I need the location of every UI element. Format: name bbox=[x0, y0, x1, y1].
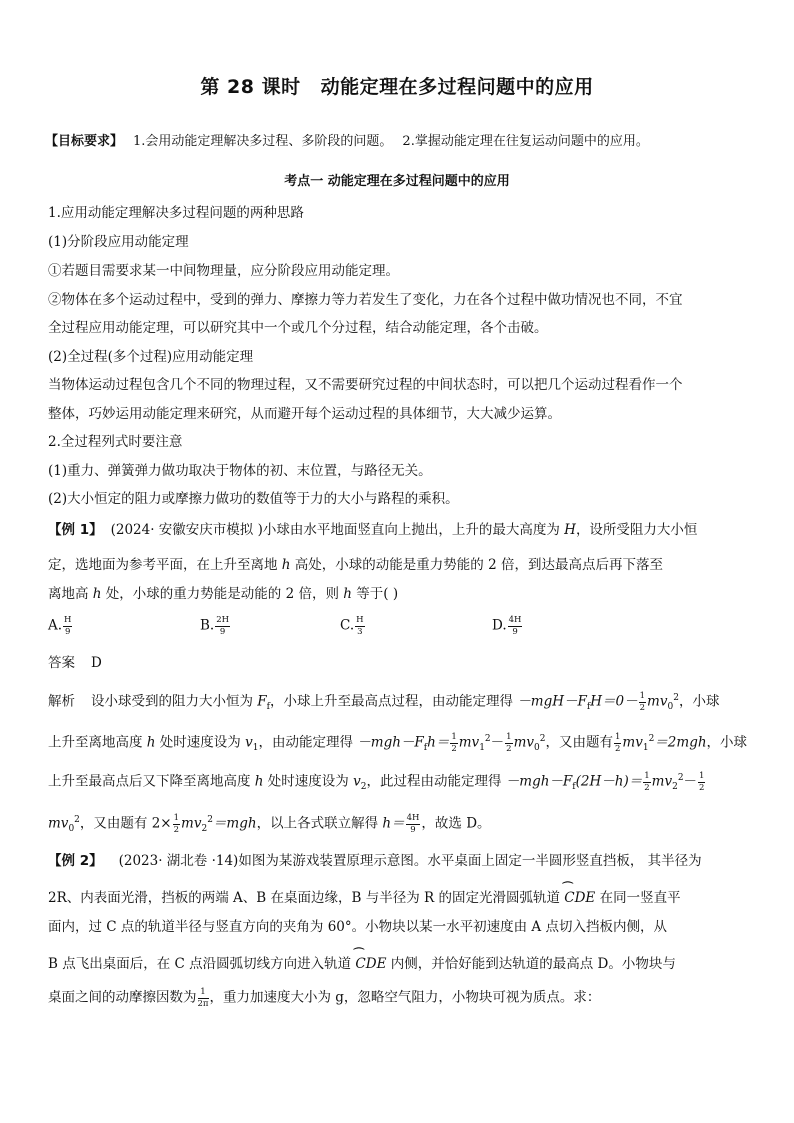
analysis-line-3: 上升至最高点后又下降至离地高度 h 处时速度设为 $v_2$，此过程由动能定理得 $-mgh-F_f(2H-h)=$ $\frac{1}{2}$ $mv_2^2-$ $\frac{1}{2}$ bbox=[48, 771, 705, 793]
para-line: (2)全过程(多个过程)应用动能定理 bbox=[48, 349, 254, 365]
example-2-line-2: 2R、内表面光滑，挡板的两端 A、B 在桌面边缘，B 与半径为 R 的固定光滑圆弧轨道 ⌒ CDE 在同一竖直平 bbox=[48, 881, 681, 906]
example-1-line-1: 【例 1】 (2024· 安徽安庆市模拟 )小球由水平地面竖直向上抛出，上升的最大高度为 H，设所受阻力大小恒 bbox=[48, 522, 698, 538]
answer-choices bbox=[48, 616, 748, 640]
lesson-number: 第 28 课时 bbox=[200, 76, 301, 98]
goal-1: 1.会用动能定理解决多过程、多阶段的问题。 bbox=[133, 134, 393, 149]
arc-cde: ⌒ CDE bbox=[562, 881, 596, 906]
choice-c: C. $\frac{H}{3}$ bbox=[340, 615, 364, 637]
choice-b: B. $\frac{2H}{9}$ bbox=[200, 615, 230, 637]
choice-d: D. $\frac{4H}{9}$ bbox=[492, 615, 522, 637]
para-line: ②物体在多个运动过程中，受到的弹力、摩擦力等力若发生了变化，力在各个过程中做功情况也不同，不宜 bbox=[48, 292, 683, 308]
page-title bbox=[0, 72, 794, 99]
example-2-line-1: 【例 2】 (2023· 湖北卷 ·14)如图为某游戏装置原理示意图。水平桌面上固定一半圆形竖直挡板， 其半径为 bbox=[48, 853, 702, 869]
para-line: 整体，巧妙运用动能定理来研究，从而避开每个运动过程的具体细节，大大减少运算。 bbox=[48, 406, 561, 422]
choice-a: A. $\frac{H}{9}$ bbox=[48, 615, 72, 637]
analysis-line-1: 解析 设小球受到的阻力大小恒为 $F_f$，小球上升至最高点过程，由动能定理得 $-mgH-F_fH=0-$ $\frac{1}{2}$ $mv_0^2$，小球 bbox=[48, 691, 720, 713]
answer-line: 答案 D bbox=[48, 655, 102, 671]
example-1-line-2: 定，选地面为参考平面，在上升至离地 h 高处，小球的动能是重力势能的 2 倍，到达最高点后再下落至 bbox=[48, 557, 663, 573]
answer-value: D bbox=[91, 655, 102, 671]
para-line: ①若题目需要求某一中间物理量，应分阶段应用动能定理。 bbox=[48, 263, 399, 279]
analysis-line-4: $mv_0^2$，又由题有 2× $\frac{1}{2}$ $mv_2^2=mgh$，以上各式联立解得 h＝ $\frac{4H}{9}$ ，故选 D。 bbox=[48, 813, 491, 835]
para-line: 全过程应用动能定理，可以研究其中一个或几个分过程，结合动能定理，各个击破。 bbox=[48, 320, 548, 336]
para-line: 1.应用动能定理解决多过程问题的两种思路 bbox=[48, 205, 304, 221]
para-line: 当物体运动过程包含几个不同的物理过程，又不需要研究过程的中间状态时，可以把几个运动过程看作一个 bbox=[48, 377, 683, 393]
learning-goals bbox=[45, 130, 765, 149]
lesson-topic: 动能定理在多过程问题中的应用 bbox=[320, 76, 594, 98]
example-2-line-5: 桌面之间的动摩擦因数为 $\frac{1}{2\pi}$ ，重力加速度大小为 g，忽略空气阻力，小物块可视为质点。求： bbox=[48, 987, 601, 1009]
goal-2: 2.掌握动能定理在往复运动问题中的应用。 bbox=[402, 134, 649, 149]
analysis-line-2: 上升至离地高度 h 处时速度设为 $v_1$，由动能定理得 $-mgh-F_fh=$ $\frac{1}{2}$ $mv_1^2-$ $\frac{1}{2}$ $mv_0^2$，又由题有 $\frac{1}{2}$ $mv_1^2=2mgh$，小球 bbox=[48, 732, 748, 754]
goals-tag: 【目标要求】 bbox=[45, 134, 124, 149]
section-heading: 考点一 动能定理在多过程问题中的应用 bbox=[284, 174, 510, 189]
para-line: (2)大小恒定的阻力或摩擦力做功的数值等于力的大小与路程的乘积。 bbox=[48, 491, 459, 507]
example-2-line-4: B 点飞出桌面后，在 C 点沿圆弧切线方向进入轨道 ⌒ CDE 内侧，并恰好能到达轨道的最高点 D。小物块与 bbox=[48, 947, 676, 972]
para-line: (1)分阶段应用动能定理 bbox=[48, 234, 189, 250]
para-line: (1)重力、弹簧弹力做功取决于物体的初、末位置，与路径无关。 bbox=[48, 463, 432, 479]
example-1-line-3: 离地高 h 处，小球的重力势能是动能的 2 倍，则 h 等于( ) bbox=[48, 586, 399, 602]
example-2-line-3: 面内，过 C 点的轨道半径与竖直方向的夹角为 60°。小物块以某一水平初速度由 A 点切入挡板内侧，从 bbox=[48, 919, 667, 935]
para-line: 2.全过程列式时要注意 bbox=[48, 434, 183, 450]
